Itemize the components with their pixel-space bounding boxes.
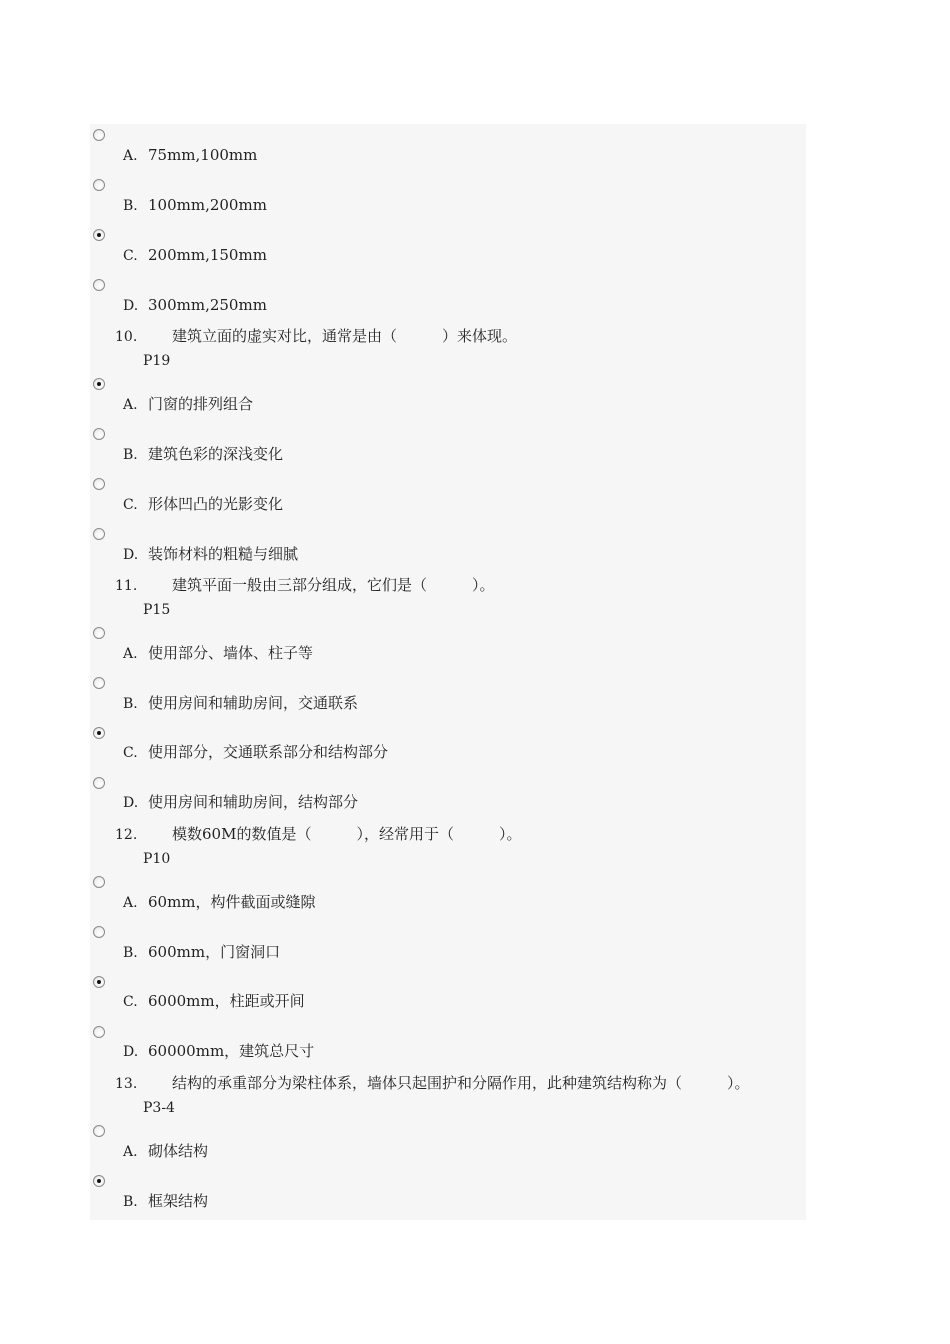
- option-label[interactable]: A. 门窗的排列组合: [123, 395, 254, 413]
- option-radio[interactable]: [93, 627, 105, 639]
- page-reference: P10: [143, 851, 171, 867]
- option-label[interactable]: D. 300mm,250mm: [123, 296, 267, 314]
- page-reference: P3-4: [143, 1100, 175, 1116]
- option-radio[interactable]: [93, 926, 105, 938]
- option-radio[interactable]: [93, 677, 105, 689]
- option-radio[interactable]: [93, 428, 105, 440]
- option-label[interactable]: C. 6000mm，柱距或开间: [123, 992, 305, 1010]
- question-text: 12. 模数60M的数值是（ ），经常用于（ ）。: [115, 825, 522, 843]
- option-label[interactable]: D. 使用房间和辅助房间，结构部分: [123, 793, 359, 811]
- option-radio[interactable]: [93, 129, 105, 141]
- option-label[interactable]: B. 使用房间和辅助房间，交通联系: [123, 694, 359, 712]
- option-label[interactable]: A. 60mm，构件截面或缝隙: [123, 893, 316, 911]
- question-text: 10. 建筑立面的虚实对比，通常是由（ ）来体现。: [115, 327, 518, 345]
- option-label[interactable]: C. 使用部分，交通联系部分和结构部分: [123, 743, 389, 761]
- option-label[interactable]: D. 装饰材料的粗糙与细腻: [123, 545, 299, 563]
- option-radio[interactable]: [93, 1026, 105, 1038]
- question-text: 13. 结构的承重部分为梁柱体系，墙体只起围护和分隔作用，此种建筑结构称为（ ）。: [115, 1074, 750, 1092]
- option-label[interactable]: A. 砌体结构: [123, 1142, 209, 1160]
- option-radio[interactable]: [93, 528, 105, 540]
- option-radio[interactable]: [93, 378, 105, 390]
- option-label[interactable]: A. 使用部分、墙体、柱子等: [123, 644, 314, 662]
- option-label[interactable]: A. 75mm,100mm: [123, 146, 258, 164]
- option-radio[interactable]: [93, 478, 105, 490]
- option-radio[interactable]: [93, 229, 105, 241]
- option-label[interactable]: B. 100mm,200mm: [123, 196, 267, 214]
- page-reference: P19: [143, 353, 171, 369]
- option-label[interactable]: C. 200mm,150mm: [123, 246, 267, 264]
- option-radio[interactable]: [93, 279, 105, 291]
- option-radio[interactable]: [93, 1175, 105, 1187]
- option-label[interactable]: B. 框架结构: [123, 1192, 209, 1210]
- option-radio[interactable]: [93, 727, 105, 739]
- option-radio[interactable]: [93, 1125, 105, 1137]
- option-label[interactable]: B. 600mm，门窗洞口: [123, 943, 281, 961]
- option-radio[interactable]: [93, 976, 105, 988]
- option-label[interactable]: D. 60000mm，建筑总尺寸: [123, 1042, 315, 1060]
- option-label[interactable]: B. 建筑色彩的深浅变化: [123, 445, 284, 463]
- option-radio[interactable]: [93, 179, 105, 191]
- question-text: 11. 建筑平面一般由三部分组成，它们是（ ）。: [115, 576, 495, 594]
- option-radio[interactable]: [93, 876, 105, 888]
- page-reference: P15: [143, 602, 171, 618]
- option-label[interactable]: C. 形体凹凸的光影变化: [123, 495, 284, 513]
- option-radio[interactable]: [93, 777, 105, 789]
